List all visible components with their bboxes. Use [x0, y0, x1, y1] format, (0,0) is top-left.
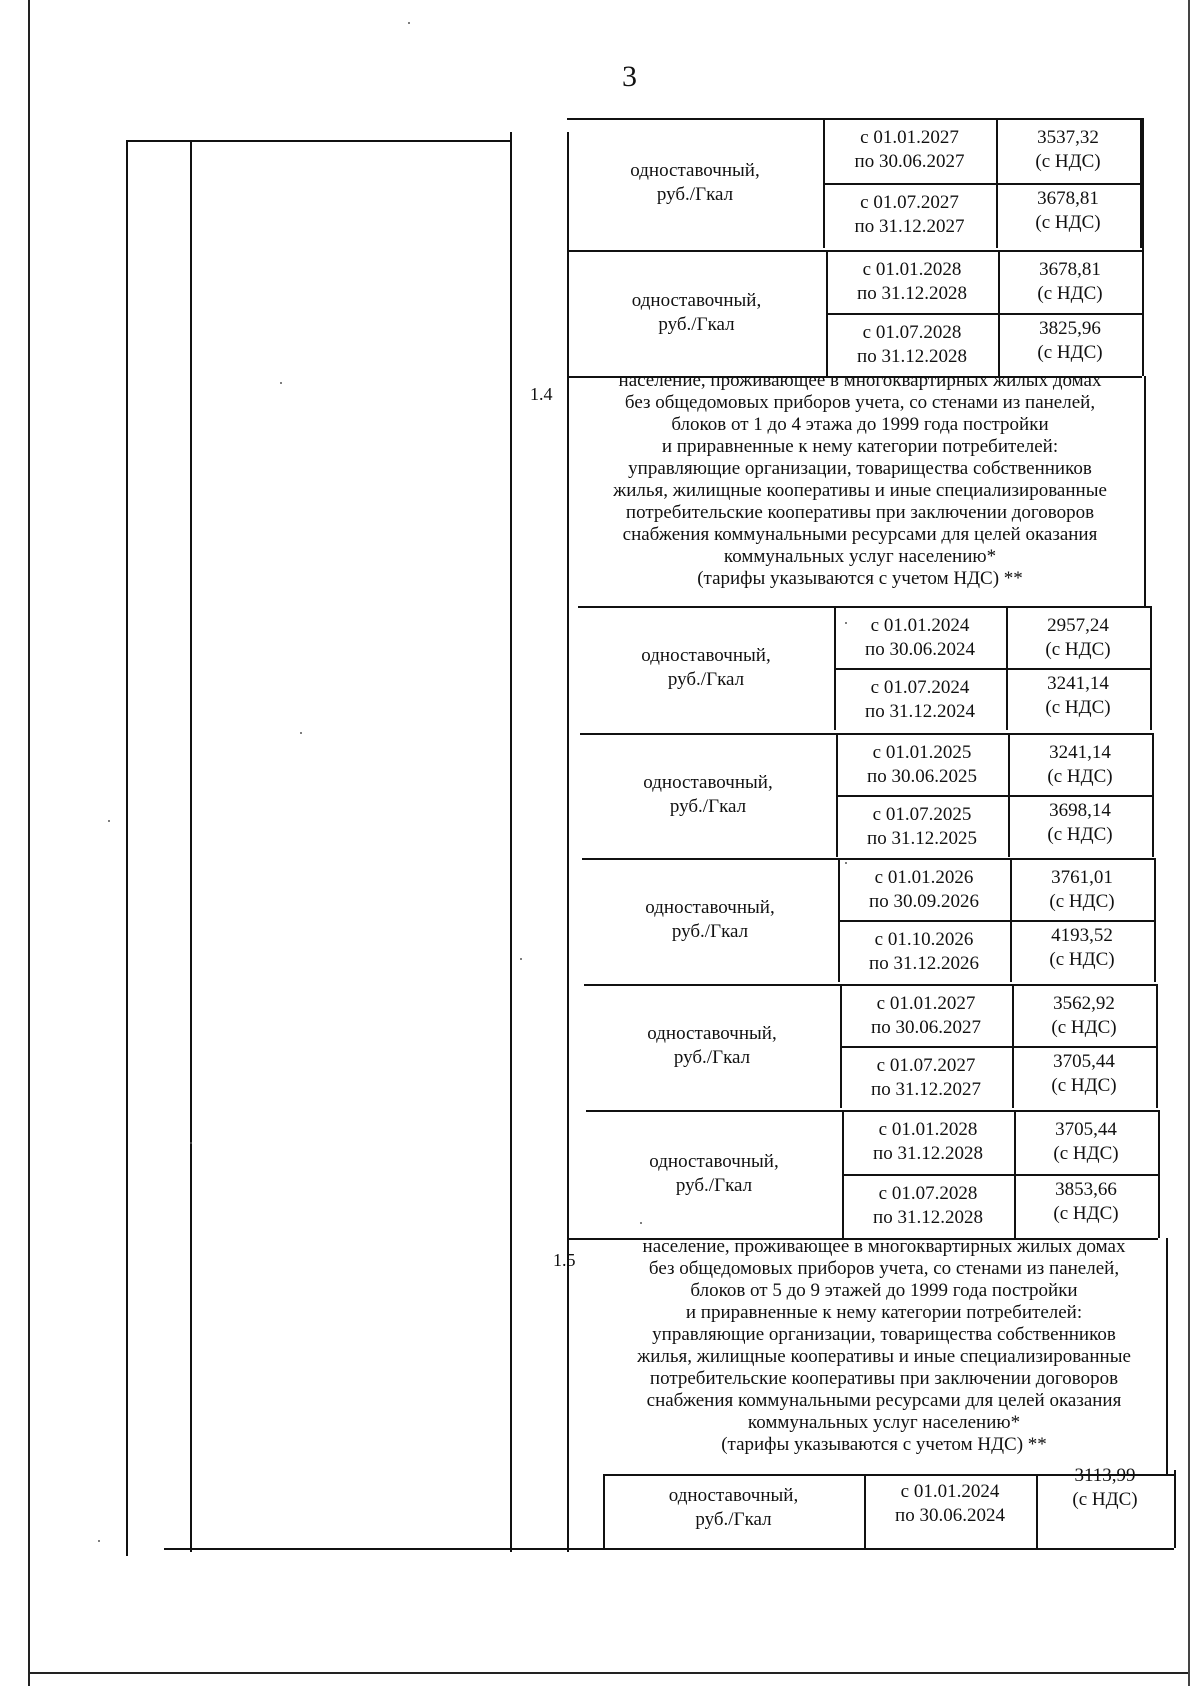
section-1-4-group-5-period-1	[842, 1118, 1014, 1166]
section-1-4-group-1-half-line	[834, 668, 1150, 670]
table-top-border	[126, 140, 510, 142]
top-group-1-tariff-type	[567, 159, 823, 207]
period-to: по 31.12.2025	[867, 828, 977, 849]
scan-speck	[190, 1142, 192, 1144]
section-1-4-group-4-value-1	[1012, 992, 1156, 1040]
period-from: 3241,14	[1047, 673, 1109, 694]
period-to: по 30.06.2025	[867, 766, 977, 787]
period-from: 3241,14	[1049, 742, 1111, 763]
section-1-4-group-3-half-line	[838, 920, 1154, 922]
top-group-2-value-2	[998, 317, 1142, 365]
period-to: по 30.06.2027	[871, 1017, 981, 1038]
period-to: (с НДС)	[1051, 1017, 1117, 1038]
section-1-5-period-1	[864, 1480, 1036, 1528]
period-from: с 01.07.2028	[878, 1183, 978, 1204]
section-1-5-group-right-border	[1174, 1470, 1176, 1548]
period-from: с 01.07.2028	[862, 322, 962, 343]
section-1-4-group-3-tariff-type	[582, 896, 838, 944]
period-from: с 01.01.2027	[860, 127, 959, 148]
tariff-type-label: одноставочный,	[647, 1023, 777, 1044]
scan-border-left	[28, 0, 30, 1686]
tariff-unit-label: руб./Гкал	[658, 314, 735, 335]
top-group-1-top-line	[567, 118, 1140, 120]
period-to: по 31.12.2026	[869, 953, 979, 974]
section-1-4-group-2-value-1	[1008, 741, 1152, 789]
tariff-unit-label: руб./Гкал	[667, 669, 745, 690]
section-1-4-group-4-tariff-type	[584, 1022, 840, 1070]
scan-speck	[640, 1222, 642, 1224]
top-group-2-top-line	[567, 250, 1142, 252]
period-from: 3698,14	[1049, 800, 1111, 821]
period-to: по 30.06.2024	[865, 639, 975, 660]
description-line: коммунальных услуг населению*	[723, 546, 997, 567]
top-group-2-tariff-type	[567, 289, 826, 337]
table-bottom-border	[164, 1548, 1174, 1550]
top-group-1-value-1	[996, 126, 1140, 174]
period-from: 3562,92	[1053, 993, 1115, 1014]
scan-speck	[408, 22, 410, 24]
period-to: (с НДС)	[1045, 639, 1111, 660]
period-to: по 30.06.2027	[854, 151, 965, 172]
tariff-unit-label: руб./Гкал	[675, 1175, 753, 1196]
section-1-4-group-2-value-2	[1008, 799, 1152, 847]
description-line: снабжения коммунальными ресурсами для целей оказания	[646, 1390, 1122, 1411]
description-line: потребительские кооперативы при заключении договоров	[649, 1368, 1119, 1389]
period-to: по 31.12.2024	[865, 701, 975, 722]
section-1-4-group-5-tariff-type	[586, 1150, 842, 1198]
period-to: (с НДС)	[1045, 697, 1111, 718]
tariff-type-label: одноставочный,	[631, 290, 762, 311]
top-group-2-half-line	[826, 313, 1142, 315]
description-line: (тарифы указываются с учетом НДС) **	[721, 1434, 1047, 1455]
period-to: (с НДС)	[1037, 342, 1103, 363]
table-left-border	[126, 140, 128, 1556]
section-1-4-group-4-period-1	[840, 992, 1012, 1040]
description-line: население, проживающее в многоквартирных жилых домах	[618, 370, 1102, 391]
period-from: с 01.07.2024	[870, 677, 970, 698]
section-1-4-group-4-half-line	[840, 1046, 1156, 1048]
period-from: 3678,81	[1039, 259, 1101, 280]
period-from: с 01.01.2024	[870, 615, 970, 636]
section-number-1-4: 1.4	[530, 384, 553, 404]
period-to: (с НДС)	[1053, 1143, 1119, 1164]
section-1-4-group-1-period-1	[834, 614, 1006, 662]
period-from: 3678,81	[1037, 188, 1099, 209]
description-line: жилья, жилищные кооперативы и иные специализированные	[637, 1346, 1131, 1367]
section-number-1-5: 1.5	[553, 1250, 576, 1270]
period-from: с 01.01.2024	[900, 1481, 1000, 1502]
period-from: 3537,32	[1037, 127, 1099, 148]
col-2-divider	[510, 132, 512, 1552]
section-1-4-group-2-top-line	[580, 733, 1152, 735]
section-1-4-group-5-half-line	[842, 1174, 1158, 1176]
top-group-2-value-1	[998, 258, 1142, 306]
scan-speck	[108, 820, 110, 822]
description-line: управляющие организации, товарищества собственников	[652, 1324, 1116, 1345]
scan-speck	[520, 958, 522, 960]
period-from: 4193,52	[1051, 925, 1113, 946]
tariff-unit-label: руб./Гкал	[695, 1509, 772, 1530]
scan-speck	[845, 862, 847, 864]
section-1-4-group-4-period-2	[840, 1054, 1012, 1102]
page-number: 3	[622, 60, 637, 93]
section-1-4-group-5-right-border	[1158, 1110, 1160, 1238]
period-to: по 31.12.2027	[871, 1079, 981, 1100]
period-from: 3705,44	[1053, 1051, 1115, 1072]
section-1-4-group-5-value-2	[1014, 1178, 1158, 1226]
tariff-type-label: одноставочный,	[641, 645, 771, 666]
period-from: 3705,44	[1055, 1119, 1117, 1140]
tariff-type-label: одноставочный,	[643, 772, 773, 793]
section-1-4-group-1-value-2	[1006, 672, 1150, 720]
description-line: коммунальных услуг населению*	[747, 1412, 1021, 1433]
period-to: по 31.12.2028	[873, 1207, 983, 1228]
col-3-divider	[567, 132, 569, 1552]
period-to: (с НДС)	[1053, 1203, 1119, 1224]
tariff-unit-label: руб./Гкал	[669, 796, 747, 817]
description-line: блоков от 1 до 4 этажа до 1999 года постройки	[671, 414, 1049, 435]
tariff-type-label: одноставочный,	[668, 1485, 799, 1506]
section-1-4-group-5-top-line	[586, 1110, 1158, 1112]
top-block-right-border	[1142, 118, 1144, 376]
section-1-4-group-2-half-line	[836, 795, 1152, 797]
col-1-divider	[190, 140, 192, 1552]
section-1-4-group-4-right-border	[1156, 984, 1158, 1108]
section-1-5-value-1	[1036, 1464, 1174, 1512]
section-1-4-description	[580, 370, 1140, 590]
tariff-unit-label: руб./Гкал	[656, 184, 734, 205]
section-1-4-group-2-right-border	[1152, 733, 1154, 857]
period-from: с 01.07.2027	[876, 1055, 976, 1076]
period-from: с 01.01.2026	[874, 867, 974, 888]
period-to: по 31.12.2027	[854, 216, 965, 237]
description-line: снабжения коммунальными ресурсами для целей оказания	[622, 524, 1098, 545]
section-1-4-group-1-top-line	[578, 606, 1150, 608]
scan-speck	[280, 382, 282, 384]
description-line: без общедомовых приборов учета, со стенами из панелей,	[624, 392, 1096, 413]
period-from: с 01.01.2028	[878, 1119, 978, 1140]
top-group-2-period-1	[826, 258, 998, 306]
period-to: (с НДС)	[1051, 1075, 1117, 1096]
section-1-4-right-border	[1144, 376, 1146, 606]
period-from: 3761,01	[1051, 867, 1113, 888]
description-line: без общедомовых приборов учета, со стенами из панелей,	[648, 1258, 1120, 1279]
period-to: (с НДС)	[1035, 212, 1101, 233]
period-from: с 01.07.2025	[872, 804, 972, 825]
description-line: жилья, жилищные кооперативы и иные специализированные	[613, 480, 1107, 501]
top-group-1-value-2	[996, 187, 1140, 235]
top-group-1-period-2	[823, 191, 996, 239]
top-group-2-period-2	[826, 321, 998, 369]
section-1-4-group-3-period-2	[838, 928, 1010, 976]
section-1-4-group-2-period-2	[836, 803, 1008, 851]
tariff-type-label: одноставочный,	[630, 160, 760, 181]
tariff-unit-label: руб./Гкал	[673, 1047, 751, 1068]
section-1-5-tariff-type	[603, 1484, 864, 1532]
scan-border-right	[1188, 0, 1190, 1686]
description-line: (тарифы указываются с учетом НДС) **	[697, 568, 1023, 589]
description-line: и приравненные к нему категории потребителей:	[661, 436, 1059, 457]
description-line: потребительские кооперативы при заключении договоров	[625, 502, 1095, 523]
scan-speck	[845, 622, 847, 624]
period-from: с 01.01.2028	[862, 259, 962, 280]
scan-speck	[300, 732, 302, 734]
period-to: по 30.09.2026	[869, 891, 979, 912]
description-line: управляющие организации, товарищества собственников	[628, 458, 1092, 479]
section-1-4-group-4-value-2	[1012, 1050, 1156, 1098]
period-to: по 31.12.2028	[857, 346, 967, 367]
section-1-4-group-5-value-1	[1014, 1118, 1158, 1166]
top-group-1-half-line	[823, 183, 1140, 185]
section-1-4-group-2-tariff-type	[580, 771, 836, 819]
tariff-type-label: одноставочный,	[645, 897, 775, 918]
section-1-4-group-1-value-1	[1006, 614, 1150, 662]
section-1-4-group-2-period-1	[836, 741, 1008, 789]
period-from: с 01.01.2027	[876, 993, 976, 1014]
period-from: 2957,24	[1047, 615, 1109, 636]
scan-border-bottom	[28, 1672, 1188, 1674]
section-1-4-group-3-value-1	[1010, 866, 1154, 914]
tariff-value: 3113,99	[1074, 1465, 1136, 1486]
period-from: 3853,66	[1055, 1179, 1117, 1200]
section-1-4-group-5-period-2	[842, 1182, 1014, 1230]
period-to: по 31.12.2028	[873, 1143, 983, 1164]
period-to: (с НДС)	[1049, 949, 1115, 970]
top-group-1-period-1	[823, 126, 996, 174]
section-1-4-group-3-right-border	[1154, 858, 1156, 982]
vat-note: (с НДС)	[1072, 1489, 1138, 1510]
period-to: (с НДС)	[1035, 151, 1101, 172]
period-to: (с НДС)	[1047, 824, 1113, 845]
period-to: (с НДС)	[1047, 766, 1113, 787]
period-from: с 01.07.2027	[860, 192, 959, 213]
section-1-4-group-3-period-1	[838, 866, 1010, 914]
period-from: с 01.10.2026	[874, 929, 974, 950]
description-line: население, проживающее в многоквартирных жилых домах	[642, 1236, 1126, 1257]
tariff-type-label: одноставочный,	[649, 1151, 779, 1172]
section-1-5-description	[604, 1236, 1164, 1456]
period-to: по 30.06.2024	[895, 1505, 1005, 1526]
section-1-4-group-3-top-line	[582, 858, 1154, 860]
period-to: (с НДС)	[1049, 891, 1115, 912]
tariff-unit-label: руб./Гкал	[671, 921, 749, 942]
description-line: и приравненные к нему категории потребителей:	[685, 1302, 1083, 1323]
period-to: по 31.12.2028	[857, 283, 967, 304]
period-from: 3825,96	[1039, 318, 1101, 339]
description-line: блоков от 5 до 9 этажей до 1999 года постройки	[690, 1280, 1078, 1301]
scan-speck	[98, 1540, 100, 1542]
section-1-4-group-1-right-border	[1150, 606, 1152, 730]
section-1-5-right-border	[1166, 1238, 1168, 1474]
section-1-4-group-1-tariff-type	[578, 644, 834, 692]
period-from: с 01.01.2025	[872, 742, 972, 763]
section-1-4-group-1-period-2	[834, 676, 1006, 724]
section-1-4-group-4-top-line	[584, 984, 1156, 986]
period-to: (с НДС)	[1037, 283, 1103, 304]
section-1-4-group-3-value-2	[1010, 924, 1154, 972]
